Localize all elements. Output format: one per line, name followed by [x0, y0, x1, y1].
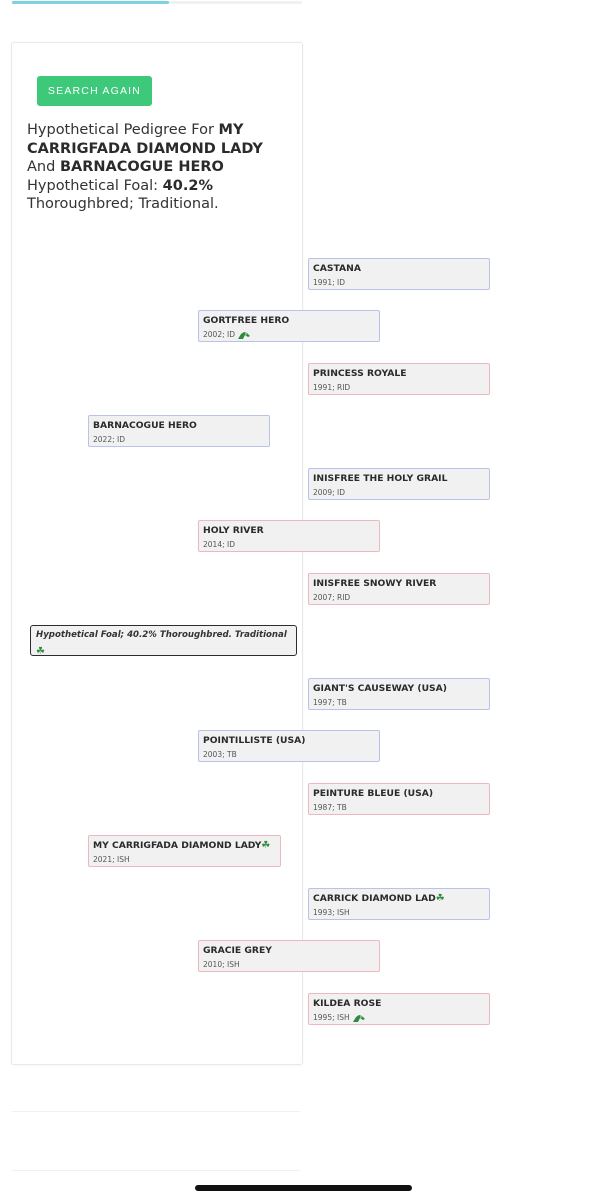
- horse-name: POINTILLISTE (USA): [203, 735, 306, 746]
- horse-info: 2021; ISH: [93, 855, 130, 864]
- pedigree-node-dam-dam-sire[interactable]: [308, 888, 490, 920]
- shamrock-icon: ☘: [36, 646, 45, 657]
- hypothetical-foal-node[interactable]: [30, 625, 297, 656]
- horse-name: BARNACOGUE HERO: [93, 420, 197, 431]
- horse-info: 1997; TB: [313, 698, 347, 707]
- horse-info: 2010; ISH: [203, 960, 240, 969]
- pedigree-node-sire-sire-sire[interactable]: [308, 258, 490, 290]
- pedigree-node-sire-dam-dam[interactable]: [308, 573, 490, 605]
- horse-info: 1991; RID: [313, 383, 351, 392]
- shamrock-icon: ☘: [435, 893, 445, 904]
- pedigree-node-dam-sire-sire[interactable]: [308, 678, 490, 710]
- pedigree-node-dam[interactable]: [88, 835, 281, 867]
- section-divider: [12, 1170, 300, 1171]
- horse-name: GORTFREE HERO: [203, 315, 290, 326]
- horse-info: 2022; ID: [93, 435, 125, 444]
- horse-name: KILDEA ROSE: [313, 998, 382, 1009]
- pedigree-node-sire-dam[interactable]: [198, 520, 380, 552]
- horse-name: PEINTURE BLEUE (USA): [313, 788, 434, 799]
- horse-info: 2007; RID: [313, 593, 351, 602]
- pedigree-node-dam-dam-dam[interactable]: [308, 993, 490, 1025]
- horse-name: HOLY RIVER: [203, 525, 264, 536]
- pedigree-node-dam-sire[interactable]: [198, 730, 380, 762]
- horse-info: 1991; ID: [313, 278, 345, 287]
- horse-info: 1995; ISH: [313, 1012, 485, 1024]
- horse-info: 2002; ID: [203, 329, 375, 341]
- horse-name: CASTANA: [313, 263, 361, 274]
- horse-name: GRACIE GREY: [203, 945, 272, 956]
- shamrock-icon: ☘: [261, 840, 271, 851]
- horse-name: INISFREE THE HOLY GRAIL: [313, 473, 448, 484]
- horse-info: 1987; TB: [313, 803, 347, 812]
- section-divider: [12, 1111, 300, 1112]
- horse-head-icon: [352, 1014, 366, 1023]
- pedigree-node-sire[interactable]: [88, 415, 270, 447]
- search-again-button[interactable]: SEARCH AGAIN: [37, 76, 152, 106]
- horse-info: 2009; ID: [313, 488, 345, 497]
- horse-name: MY CARRIGFADA DIAMOND LADY☘: [93, 840, 271, 851]
- horse-info: 1993; ISH: [313, 908, 350, 917]
- horse-info: 2003; TB: [203, 750, 237, 759]
- pedigree-node-sire-sire-dam[interactable]: [308, 363, 490, 395]
- scroll-progress-fill: [12, 1, 169, 4]
- pedigree-node-dam-sire-dam[interactable]: [308, 783, 490, 815]
- scroll-progress-track: [12, 1, 302, 4]
- horse-name: GIANT'S CAUSEWAY (USA): [313, 683, 447, 694]
- foal-label: Hypothetical Foal; 40.2% Thoroughbred. Traditional: [36, 630, 287, 640]
- pedigree-node-sire-dam-sire[interactable]: [308, 468, 490, 500]
- pedigree-node-sire-sire[interactable]: [198, 310, 380, 342]
- horse-info: 2014; ID: [203, 540, 235, 549]
- horse-name: CARRICK DIAMOND LAD☘: [313, 893, 445, 904]
- horse-name: INISFREE SNOWY RIVER: [313, 578, 437, 589]
- pedigree-node-dam-dam[interactable]: [198, 940, 380, 972]
- horse-name: PRINCESS ROYALE: [313, 368, 407, 379]
- home-indicator[interactable]: [195, 1185, 412, 1191]
- pedigree-title: Hypothetical Pedigree For MY CARRIGFADA DIAMOND LADY And BARNACOGUE HERO Hypothetical Foal: 40.2% Thoroughbred; Traditional.: [27, 122, 263, 212]
- horse-head-icon: [237, 331, 251, 340]
